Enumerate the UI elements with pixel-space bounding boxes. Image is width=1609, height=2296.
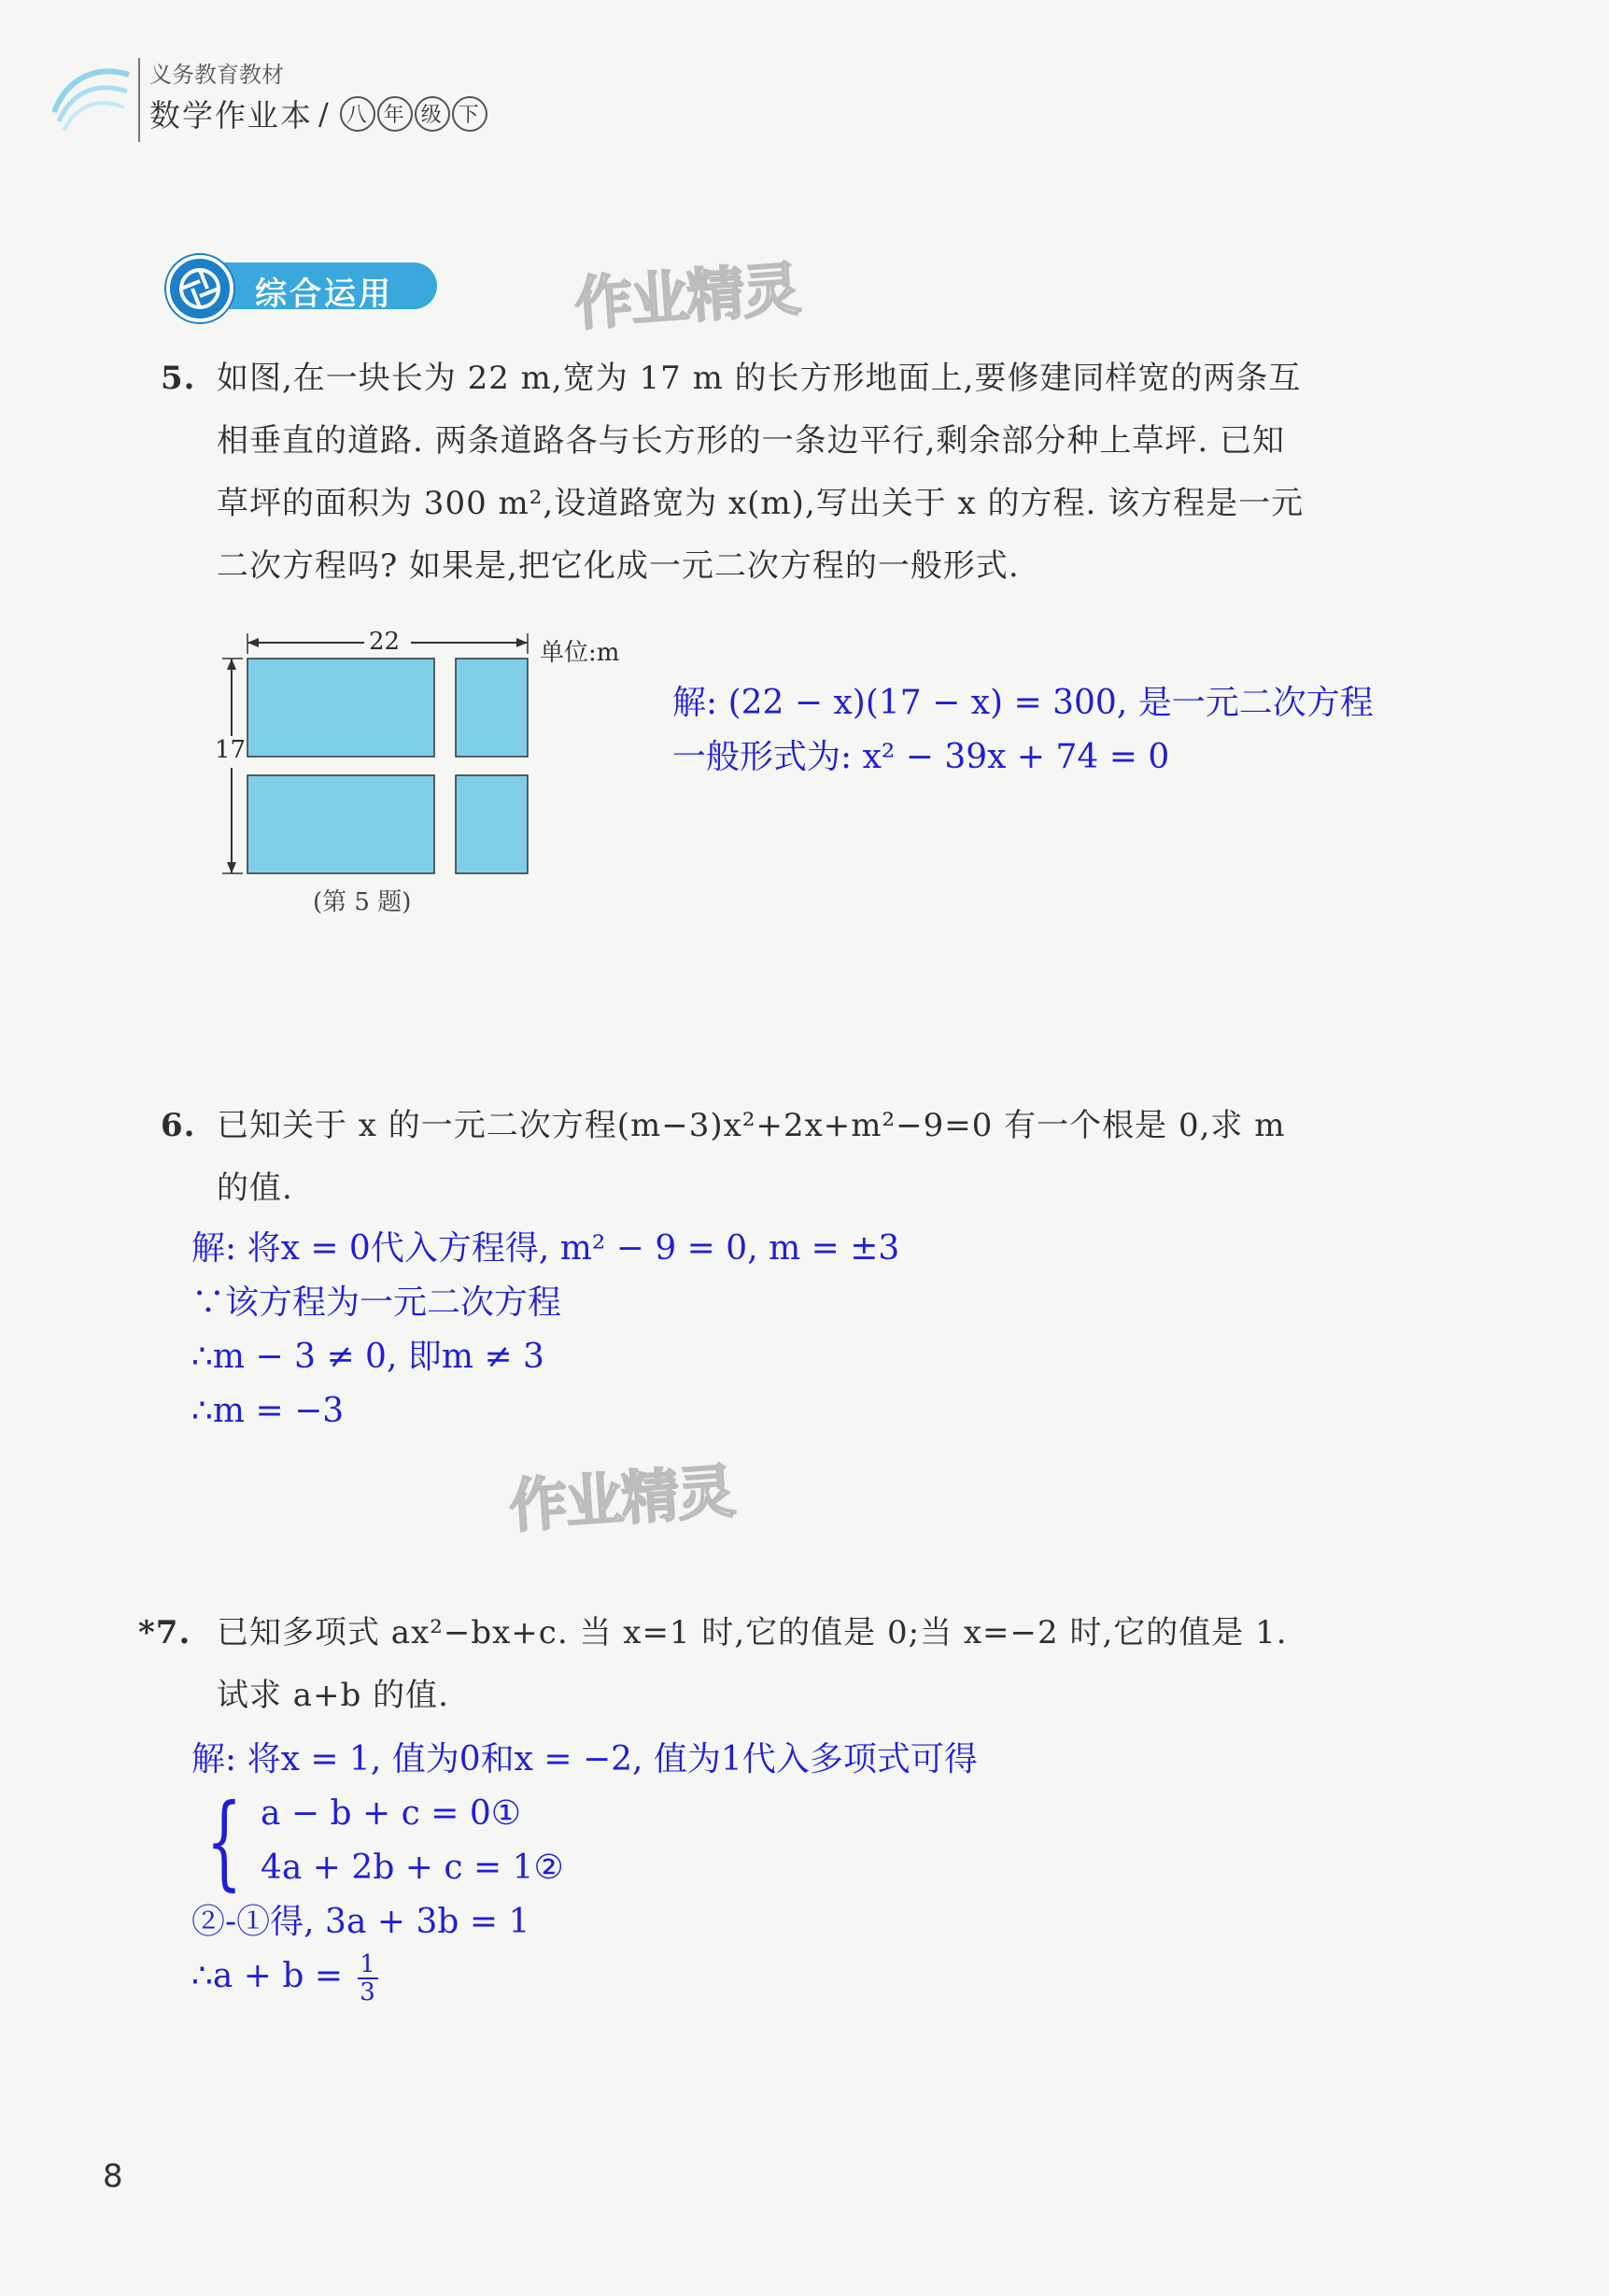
question-5-text: [217, 347, 1459, 598]
answer-q6: [191, 1222, 899, 1439]
answer-line: 解: 将x = 0代入方程得, m² − 9 = 0, m = ±3: [191, 1229, 900, 1268]
section-label: 综合运用: [255, 276, 393, 313]
question-number: *7.: [138, 1614, 191, 1651]
answer-line: ②-①得, 3a + 3b = 1: [191, 1903, 530, 1941]
logo-icon: [45, 56, 134, 140]
system-lines: [261, 1787, 564, 1895]
question-line: 已知多项式 ax²−bx+c. 当 x=1 时,它的值是 0;当 x=−2 时,它的值是 1.: [217, 1614, 1288, 1651]
question-line: 二次方程吗? 如果是,把它化成一元二次方程的一般形式.: [217, 547, 1020, 585]
question-6-text: [217, 1095, 1459, 1220]
field-diagram: [215, 626, 654, 906]
grade-char: 下: [452, 96, 487, 132]
unit-label: 单位:m: [540, 639, 620, 667]
question-line: 相垂直的道路. 两条道路各与长方形的一条边平行,剩余部分种上草坪. 已知: [217, 422, 1286, 460]
grade-char: 年: [377, 96, 413, 132]
answer-q5: [672, 676, 1374, 785]
answer-line: ∴m − 3 ≠ 0, 即m ≠ 3: [191, 1338, 544, 1376]
answer-line: ∵该方程为一元二次方程: [191, 1283, 562, 1322]
fraction: [358, 1951, 378, 2005]
brace-symbol: {: [205, 1781, 243, 1901]
grade-char: 八: [340, 96, 375, 132]
figure-caption: (第 5 题): [313, 888, 412, 916]
figure-q5: [215, 626, 654, 906]
series-title: 义务教育教材: [149, 62, 284, 88]
question-7-text: [217, 1602, 1468, 1727]
question-line: 已知关于 x 的一元二次方程(m−3)x²+2x+m²−9=0 有一个根是 0,求 m: [217, 1107, 1286, 1144]
book-title: 数学作业本: [149, 97, 313, 134]
question-line: 如图,在一块长为 22 m,宽为 17 m 的长方形地面上,要修建同样宽的两条互: [217, 360, 1302, 397]
section-circle: [166, 255, 233, 322]
header-logo: [45, 56, 134, 140]
answer-q7: [191, 1733, 978, 2005]
section-badge: [166, 255, 437, 317]
question-number: 5.: [161, 360, 196, 397]
grade-char: 级: [415, 96, 450, 132]
answer-line: 解: 将x = 1, 值为0和x = −2, 值为1代入多项式可得: [191, 1740, 978, 1779]
answer-line: 一般形式为: x² − 39x + 74 = 0: [672, 738, 1170, 776]
height-label: 17: [215, 736, 247, 764]
result-prefix: ∴a + b =: [191, 1957, 354, 1995]
answer-line: ∴m = −3: [191, 1392, 345, 1430]
fraction-numerator: 1: [360, 1950, 375, 1978]
grade-badges: [340, 96, 487, 132]
question-line: 的值.: [217, 1169, 293, 1207]
question-line: 试求 a+b 的值.: [217, 1677, 449, 1714]
aperture-icon: [170, 259, 230, 319]
system-line: a − b + c = 0①: [261, 1794, 521, 1833]
book-title-row: [149, 92, 487, 135]
width-label: 22: [369, 628, 401, 656]
question-line: 草坪的面积为 300 m²,设道路宽为 x(m),写出关于 x 的方程. 该方程是一元: [217, 485, 1305, 522]
watermark: 作业精灵: [572, 254, 801, 339]
fraction-denominator: 3: [360, 1978, 375, 2006]
answer-line: 解: (22 − x)(17 − x) = 300, 是一元二次方程: [672, 684, 1374, 722]
title-slash: /: [318, 95, 331, 132]
answer-result: [191, 1949, 978, 2005]
header-divider: [138, 58, 140, 142]
question-number: 6.: [161, 1107, 196, 1144]
equation-system: [191, 1781, 978, 1901]
page-number: 8: [103, 2158, 123, 2195]
system-line: 4a + 2b + c = 1②: [261, 1849, 564, 1887]
watermark: 作业精灵: [507, 1456, 736, 1541]
